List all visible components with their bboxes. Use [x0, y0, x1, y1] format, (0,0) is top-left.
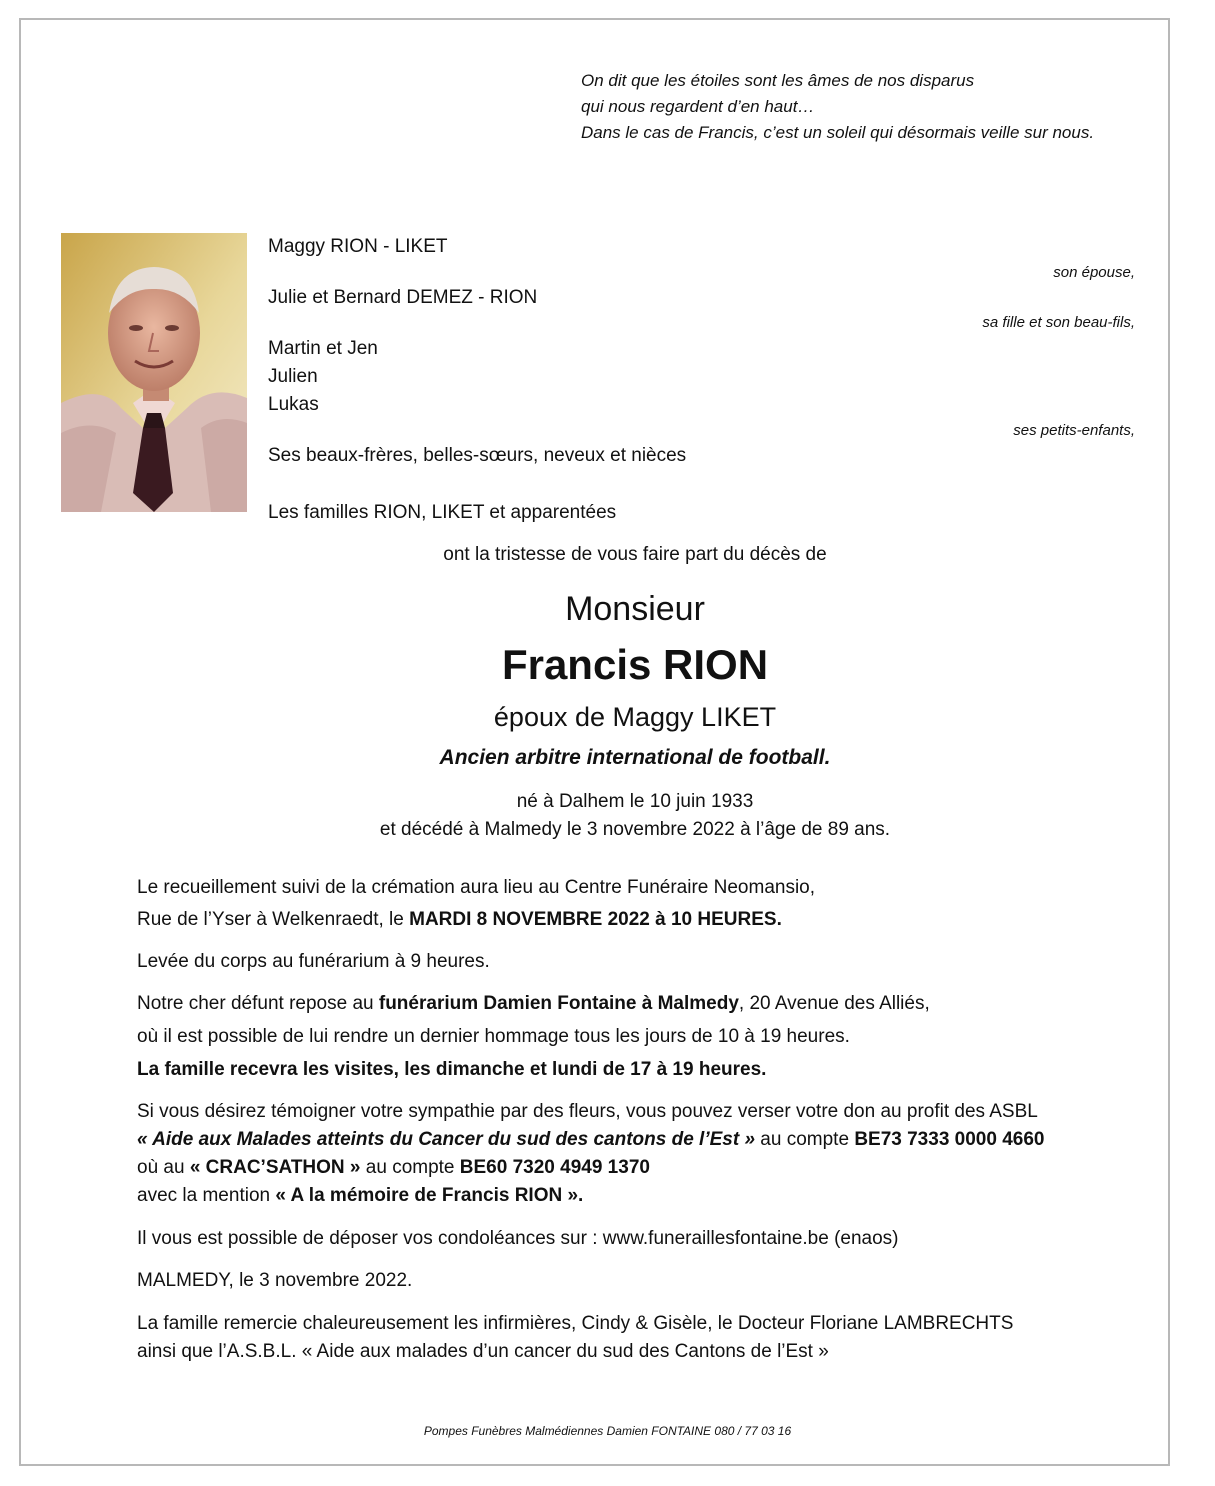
flowers-line-1: Si vous désirez témoigner votre sympathie par des fleurs, vous pouvez verser votre don au profit des ASBL — [137, 1101, 1038, 1122]
spouse-role: son épouse, — [1053, 264, 1135, 281]
flowers-line-3: où au « CRAC’SATHON » au compte BE60 7320 4949 1370 — [137, 1157, 650, 1178]
birth-line: né à Dalhem le 10 juin 1933 — [516, 791, 754, 812]
grandchild-3: Lukas — [268, 394, 319, 415]
quote-line-2: qui nous regardent d’en haut… — [581, 97, 815, 116]
spouse-of: époux de Maggy LIKET — [493, 702, 777, 732]
opening-quote — [581, 68, 1094, 146]
thanks-line-1: La famille remercie chaleureusement les infirmières, Cindy & Gisèle, le Docteur Floriane LAMBRECHTS — [137, 1313, 1014, 1334]
grandchild-2: Julien — [268, 366, 318, 387]
daughter-name: Julie et Bernard DEMEZ - RION — [268, 287, 538, 308]
portrait-photo — [61, 233, 247, 512]
death-line: et décédé à Malmedy le 3 novembre 2022 à l’âge de 89 ans. — [379, 819, 891, 840]
ceremony-line-1: Le recueillement suivi de la crémation aura lieu au Centre Funéraire Neomansio, — [137, 877, 816, 898]
visits-line: La famille recevra les visites, les dimanche et lundi de 17 à 19 heures. — [137, 1059, 767, 1080]
grandchild-1: Martin et Jen — [268, 338, 378, 359]
in-laws: Ses beaux-frères, belles-sœurs, neveux et nièces — [268, 445, 687, 466]
footer-funeral-home: Pompes Funèbres Malmédiennes Damien FONTAINE 080 / 77 03 16 — [423, 1424, 792, 1438]
deceased-name: Francis RION — [501, 641, 769, 688]
levee-line: Levée du corps au funérarium à 9 heures. — [137, 951, 490, 972]
families: Les familles RION, LIKET et apparentées — [268, 502, 617, 523]
honorific: Monsieur — [565, 590, 705, 628]
daughter-role: sa fille et son beau-fils, — [982, 314, 1135, 331]
quote-line-1: On dit que les étoiles sont les âmes de nos disparus — [581, 71, 975, 90]
grandchildren-role: ses petits-enfants, — [1013, 422, 1135, 439]
condolences-line: Il vous est possible de déposer vos condoléances sur : www.funeraillesfontaine.be (enaos) — [137, 1228, 899, 1249]
tagline: Ancien arbitre international de football. — [439, 746, 831, 769]
flowers-line-2: « Aide aux Malades atteints du Cancer du sud des cantons de l’Est » au compte BE73 7333 0000 4660 — [137, 1129, 1045, 1150]
place-date: MALMEDY, le 3 novembre 2022. — [137, 1270, 413, 1291]
repose-line-2: où il est possible de lui rendre un dernier hommage tous les jours de 10 à 19 heures. — [137, 1026, 850, 1047]
repose-line-1: Notre cher défunt repose au funérarium Damien Fontaine à Malmedy, 20 Avenue des Alliés, — [137, 993, 930, 1014]
announcement-intro: ont la tristesse de vous faire part du décès de — [443, 544, 827, 565]
quote-line-3: Dans le cas de Francis, c’est un soleil qui désormais veille sur nous. — [581, 123, 1095, 142]
flowers-line-4: avec la mention « A la mémoire de Francis RION ». — [137, 1185, 584, 1206]
ceremony-line-2: Rue de l’Yser à Welkenraedt, le MARDI 8 NOVEMBRE 2022 à 10 HEURES. — [137, 909, 782, 930]
thanks-line-2: ainsi que l’A.S.B.L. « Aide aux malades d’un cancer du sud des Cantons de l’Est » — [137, 1341, 829, 1362]
spouse-name: Maggy RION - LIKET — [268, 236, 448, 257]
